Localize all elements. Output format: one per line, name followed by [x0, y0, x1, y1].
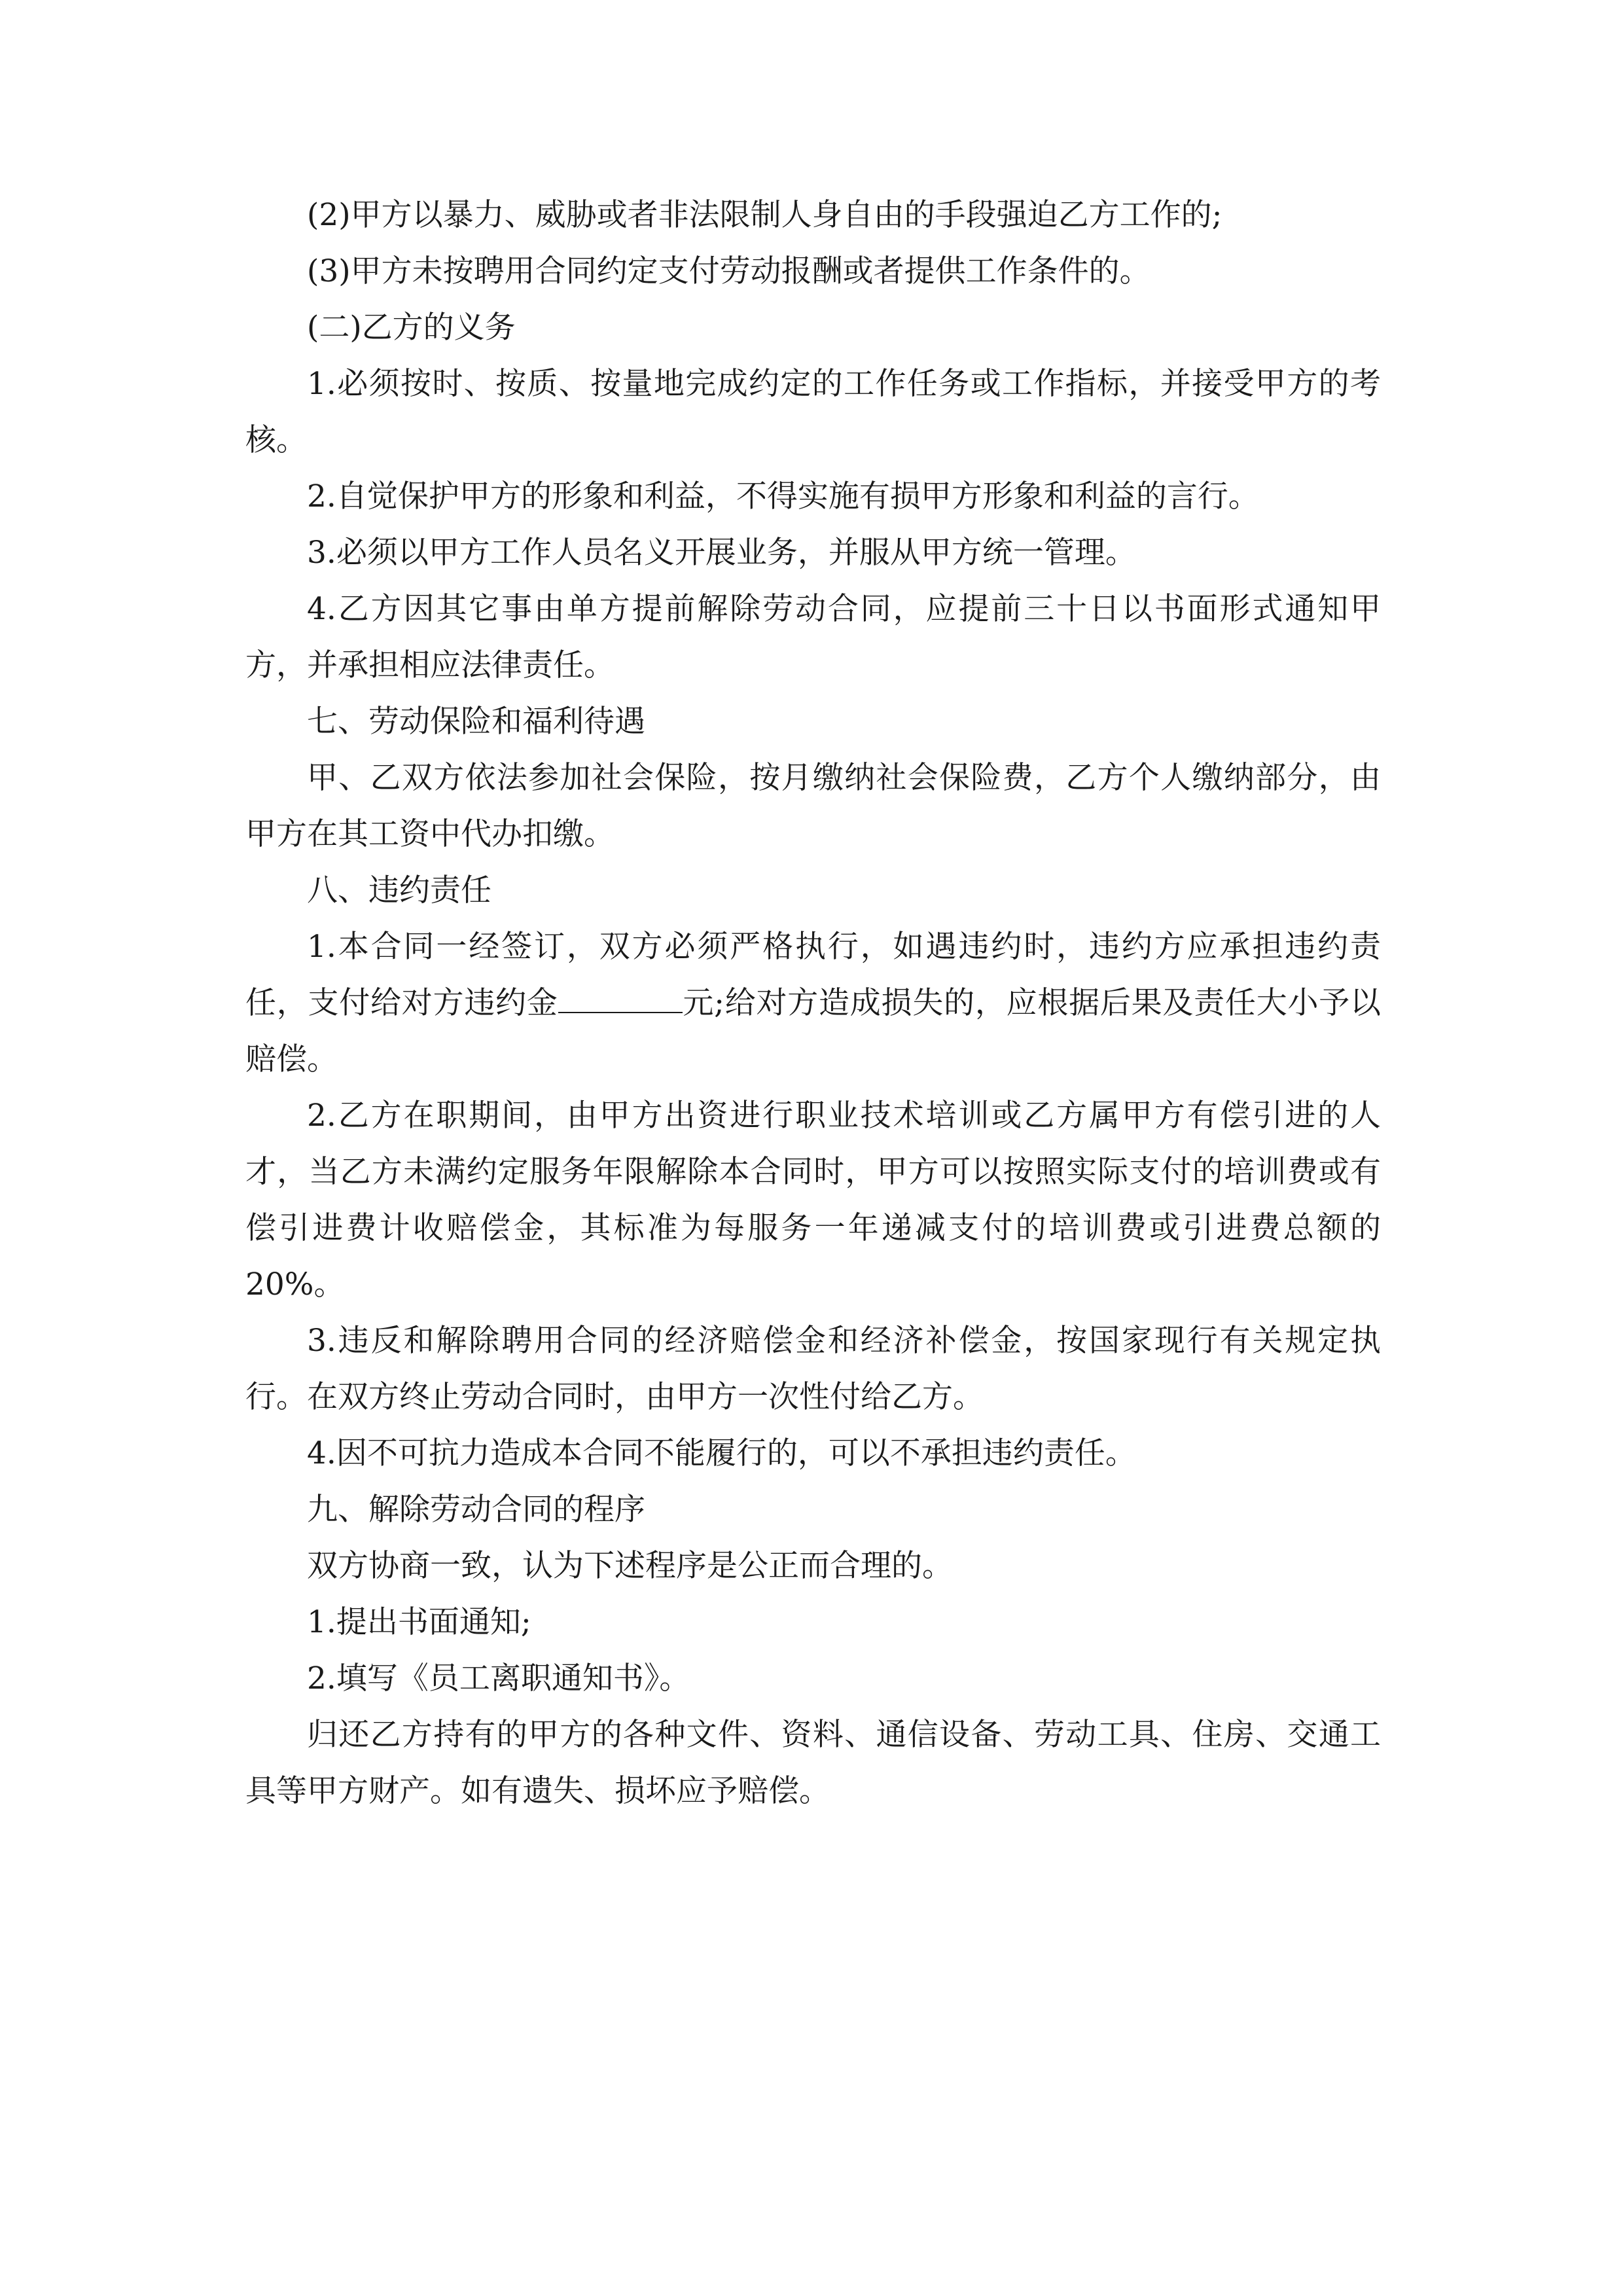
termination-intro: 双方协商一致，认为下述程序是公正而合理的。	[307, 1548, 953, 1584]
document-body	[245, 187, 1381, 1820]
breach-item-1	[245, 919, 1381, 1088]
section-heading-breach: 八、违约责任	[307, 872, 491, 908]
breach-item-3: 3.违反和解除聘用合同的经济赔偿金和经济补偿金，按国家现行有关规定执行。在双方终止劳动合同时，由甲方一次性付给乙方。	[245, 1323, 1381, 1415]
termination-step-2: 2.填写《员工离职通知书》。	[307, 1660, 690, 1696]
breach-item-2: 2.乙方在职期间，由甲方出资进行职业技术培训或乙方属甲方有偿引进的人才，当乙方未满约定服务年限解除本合同时，甲方可以按照实际支付的培训费或有偿引进费计收赔偿金，其标准为每服务一年递减支付的培训费或引进费总额的20%。	[245, 1098, 1381, 1302]
duty-item-4: 4.乙方因其它事由单方提前解除劳动合同，应提前三十日以书面形式通知甲方，并承担相应法律责任。	[245, 591, 1381, 683]
clause-party-a-coercion: (2)甲方以暴力、威胁或者非法限制人身自由的手段强迫乙方工作的;	[307, 197, 1222, 233]
duty-item-2: 2.自觉保护甲方的形象和利益，不得实施有损甲方形象和利益的言行。	[307, 478, 1259, 514]
section-heading-termination: 九、解除劳动合同的程序	[307, 1492, 645, 1528]
duty-item-1: 1.必须按时、按质、按量地完成约定的工作任务或工作指标，并接受甲方的考核。	[245, 366, 1381, 458]
duty-item-3: 3.必须以甲方工作人员名义开展业务，并服从甲方统一管理。	[307, 535, 1136, 571]
insurance-paragraph: 甲、乙双方依法参加社会保险，按月缴纳社会保险费，乙方个人缴纳部分，由甲方在其工资中代办扣缴。	[245, 760, 1381, 852]
breach-item-1-text-end: 元;给对方造成损失的，应根据后果及责任大小予以赔偿。	[245, 985, 1381, 1077]
breach-item-4: 4.因不可抗力造成本合同不能履行的，可以不承担违约责任。	[307, 1435, 1136, 1471]
section-heading-insurance: 七、劳动保险和福利待遇	[307, 704, 645, 740]
breach-item-1-text-start: 1.本合同一经签订，双方必须严格执行，如遇违约时，违约方应承担违约责任，支付给对方违约金	[245, 929, 1381, 1021]
termination-step-1: 1.提出书面通知;	[307, 1604, 531, 1640]
termination-return-property: 归还乙方持有的甲方的各种文件、资料、通信设备、劳动工具、住房、交通工具等甲方财产。如有遗失、损坏应予赔偿。	[245, 1717, 1381, 1809]
clause-party-a-nonpayment: (3)甲方未按聘用合同约定支付劳动报酬或者提供工作条件的。	[307, 253, 1150, 289]
section-heading-party-b-duties: (二)乙方的义务	[307, 310, 516, 346]
penalty-amount-blank	[558, 986, 683, 1013]
